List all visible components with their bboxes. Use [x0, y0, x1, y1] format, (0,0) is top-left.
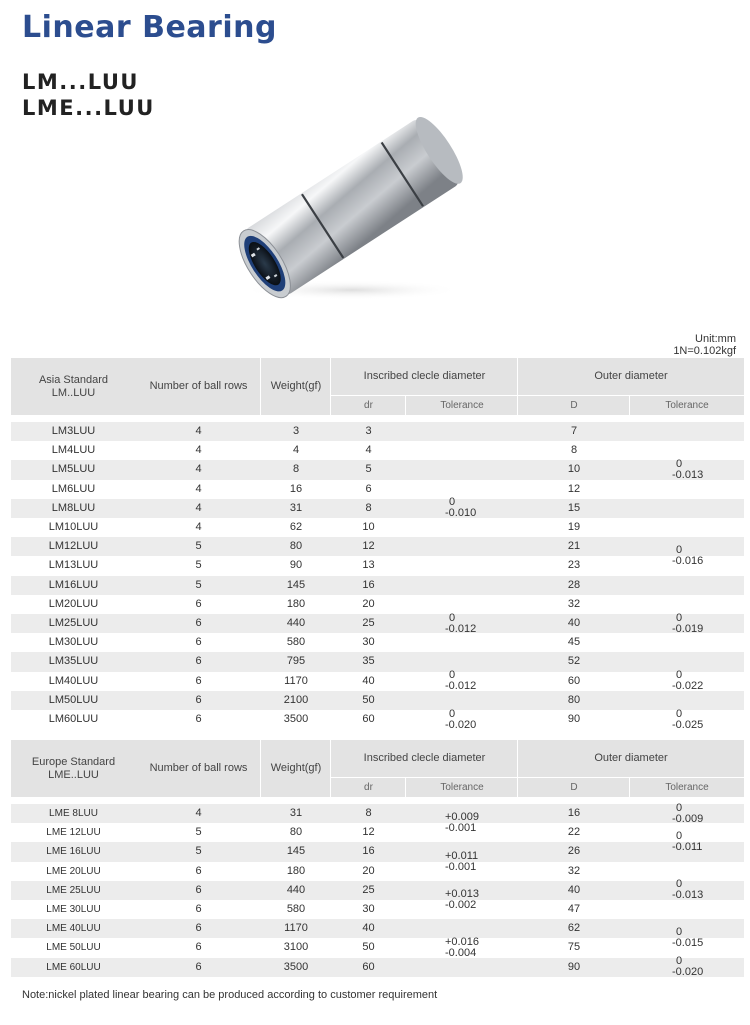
cell-weight: 90 — [289, 559, 303, 572]
D-tolerance-group — [672, 831, 702, 853]
cell-D: 45 — [567, 636, 581, 649]
cell-weight: 580 — [286, 903, 306, 915]
cell-model: LME 20LUU — [46, 865, 101, 877]
dr-tolerance-lower: -0.010 — [445, 507, 477, 520]
asia-table-header — [11, 358, 744, 415]
D-tolerance-upper: 0 — [676, 830, 683, 843]
cell-weight: 62 — [289, 521, 303, 533]
cell-weight: 3500 — [283, 713, 309, 725]
cell-dr: 16 — [362, 578, 375, 591]
cell-model: LM13LUU — [48, 559, 99, 572]
cell-dr: 40 — [362, 922, 375, 935]
cell-model: LM6LUU — [51, 482, 96, 495]
cell-D: 26 — [567, 845, 581, 858]
dr-tolerance-lower: -0.001 — [445, 822, 477, 835]
cell-balls: 6 — [195, 941, 202, 954]
cell-model: LME 16LUU — [46, 846, 101, 858]
europe-ball-rows-header: Number of ball rows — [149, 762, 248, 774]
D-tolerance-group — [672, 709, 703, 731]
cell-balls: 6 — [195, 713, 202, 725]
cell-balls: 5 — [195, 540, 202, 553]
cell-model: LME 50LUU — [46, 942, 101, 954]
cell-model: LM30LUU — [48, 636, 99, 649]
cell-D: 32 — [567, 597, 581, 610]
dr-tolerance-lower: -0.004 — [445, 947, 477, 959]
cell-model: LM40LUU — [48, 674, 99, 687]
cell-D: 7 — [570, 425, 578, 437]
dr-tolerance-upper: +0.011 — [445, 849, 479, 862]
D-tolerance-lower: -0.013 — [672, 889, 704, 902]
cell-D: 40 — [567, 617, 581, 629]
cell-balls: 6 — [195, 922, 202, 935]
europe-standard-header — [11, 740, 136, 797]
cell-D: 28 — [567, 578, 581, 591]
cell-weight: 180 — [286, 864, 306, 877]
D-tolerance-group — [672, 927, 703, 949]
cell-D: 16 — [567, 807, 581, 819]
cell-weight: 795 — [286, 655, 306, 668]
cell-D: 90 — [567, 713, 581, 725]
D-tolerance-group — [672, 879, 703, 901]
cell-dr: 40 — [362, 674, 375, 687]
cell-dr: 13 — [362, 559, 375, 572]
asia-standard-label: Asia Standard — [38, 373, 109, 386]
cell-balls: 4 — [195, 463, 202, 476]
cell-dr: 25 — [362, 883, 375, 896]
D-tolerance-lower: -0.009 — [672, 812, 704, 825]
table-row — [11, 691, 744, 710]
cell-balls: 6 — [195, 693, 202, 706]
cell-D: 52 — [567, 655, 581, 668]
cell-dr: 6 — [365, 482, 372, 495]
cell-model: LME 60LUU — [46, 961, 101, 973]
dr-tolerance-group — [445, 497, 476, 519]
cell-D: 75 — [567, 941, 581, 954]
cell-dr: 8 — [365, 501, 372, 514]
cell-dr: 60 — [362, 713, 375, 725]
table-row — [11, 919, 744, 938]
D-tolerance-group — [672, 545, 703, 567]
D-tolerance-upper: 0 — [676, 926, 683, 939]
asia-ball-rows-header: Number of ball rows — [149, 380, 248, 392]
asia-dr-header: dr — [364, 399, 373, 411]
cell-weight: 80 — [289, 540, 303, 553]
cell-D: 80 — [567, 693, 581, 706]
dr-tolerance-lower: -0.001 — [445, 860, 477, 873]
cell-dr: 30 — [362, 903, 375, 915]
D-tolerance-upper: 0 — [676, 955, 683, 968]
asia-outer-header: Outer diameter — [594, 370, 668, 382]
table-row — [11, 480, 744, 499]
cell-dr: 50 — [362, 941, 375, 954]
cell-weight: 580 — [286, 636, 306, 649]
cell-balls: 6 — [195, 903, 202, 915]
cell-balls: 4 — [195, 482, 202, 495]
cell-dr: 8 — [365, 807, 372, 819]
D-tolerance-upper: 0 — [676, 611, 683, 624]
table-row — [11, 595, 744, 614]
cell-balls: 4 — [195, 521, 202, 533]
table-row — [11, 537, 744, 556]
unit-note — [673, 333, 736, 357]
cell-model: LME 30LUU — [46, 904, 101, 915]
cell-D: 62 — [567, 922, 581, 935]
europe-weight-header: Weight(gf) — [270, 762, 322, 774]
table-row — [11, 556, 744, 575]
table-row — [11, 707, 744, 729]
cell-D: 12 — [567, 482, 581, 495]
cell-model: LME 12LUU — [46, 827, 101, 839]
D-tolerance-lower: -0.015 — [672, 937, 704, 950]
cell-weight: 80 — [289, 826, 303, 839]
table-row — [11, 801, 744, 823]
europe-dr-header: dr — [364, 781, 373, 793]
asia-standard-header — [11, 358, 136, 415]
asia-dr-tolerance-header: Tolerance — [440, 399, 484, 411]
table-row — [11, 441, 744, 460]
cell-D: 60 — [567, 674, 581, 687]
cell-D: 21 — [567, 540, 581, 553]
cell-dr: 5 — [365, 463, 372, 476]
cell-weight: 3 — [292, 425, 300, 437]
table-row — [11, 862, 744, 881]
cell-D: 8 — [570, 444, 578, 457]
cell-balls: 5 — [195, 845, 202, 858]
europe-standard-table — [11, 740, 744, 982]
D-tolerance-upper: 0 — [676, 458, 683, 470]
cell-dr: 3 — [365, 425, 372, 437]
cell-model: LM10LUU — [48, 521, 99, 533]
D-tolerance-lower: -0.016 — [672, 555, 704, 568]
cell-weight: 1170 — [284, 922, 308, 935]
cell-model: LM8LUU — [51, 501, 96, 514]
unit-mm: Unit:mm — [695, 333, 736, 345]
D-tolerance-group — [672, 956, 703, 978]
model-series-lm: LM...LUU — [22, 70, 139, 94]
cell-dr: 35 — [362, 655, 375, 668]
cell-model: LME 40LUU — [46, 923, 101, 935]
cell-weight: 440 — [286, 617, 306, 629]
cell-balls: 6 — [195, 960, 202, 973]
europe-inscribed-header: Inscribed clecle diameter — [363, 752, 486, 764]
cell-weight: 145 — [286, 578, 306, 591]
cell-weight: 2100 — [283, 693, 309, 706]
D-tolerance-upper: 0 — [676, 878, 683, 891]
cell-model: LME 25LUU — [46, 884, 101, 896]
cell-D: 10 — [567, 463, 581, 476]
asia-standard-table — [11, 358, 744, 731]
dr-tolerance-lower: -0.002 — [445, 899, 477, 911]
cell-weight: 1170 — [284, 674, 308, 687]
cell-dr: 12 — [362, 826, 375, 839]
europe-outer-header: Outer diameter — [594, 752, 668, 764]
europe-table-header — [11, 740, 744, 797]
table-row — [11, 576, 744, 595]
asia-D-header: D — [570, 399, 578, 411]
cell-balls: 6 — [195, 597, 202, 610]
dr-tolerance-lower: -0.012 — [445, 680, 477, 693]
cell-dr: 4 — [365, 444, 372, 457]
cell-dr: 12 — [362, 540, 375, 553]
europe-D-header: D — [570, 781, 578, 793]
table-row — [11, 652, 744, 671]
model-series-lme: LME...LUU — [22, 96, 155, 120]
dr-tolerance-upper: +0.013 — [445, 888, 479, 900]
cell-model: LM60LUU — [48, 713, 99, 725]
unit-conversion: 1N=0.102kgf — [673, 345, 736, 357]
dr-tolerance-group — [445, 889, 479, 911]
table-row — [11, 938, 744, 957]
asia-inscribed-header: Inscribed clecle diameter — [363, 370, 486, 382]
cell-weight: 4 — [292, 444, 300, 457]
cell-model: LM5LUU — [51, 463, 96, 476]
dr-tolerance-group — [445, 709, 476, 731]
table-row — [11, 823, 744, 842]
D-tolerance-lower: -0.025 — [672, 718, 704, 731]
D-tolerance-upper: 0 — [676, 544, 683, 557]
D-tolerance-group — [672, 459, 703, 481]
asia-D-tolerance-header: Tolerance — [665, 399, 709, 411]
cell-D: 47 — [567, 903, 581, 915]
cell-D: 15 — [567, 501, 581, 514]
cell-model: LM3LUU — [51, 425, 96, 437]
asia-weight-header: Weight(gf) — [270, 380, 322, 392]
cell-balls: 4 — [195, 425, 202, 437]
cell-D: 23 — [567, 559, 581, 572]
europe-dr-tolerance-header: Tolerance — [440, 781, 484, 793]
cell-balls: 6 — [195, 674, 202, 687]
dr-tolerance-group — [445, 937, 479, 959]
dr-tolerance-lower: -0.012 — [445, 622, 477, 635]
cell-dr: 25 — [362, 617, 375, 629]
cell-dr: 20 — [362, 864, 375, 877]
cell-D: 90 — [567, 960, 581, 973]
table-row — [11, 611, 744, 633]
page-title: Linear Bearing — [22, 10, 277, 45]
cell-dr: 20 — [362, 597, 375, 610]
D-tolerance-lower: -0.011 — [672, 841, 703, 854]
cell-weight: 3100 — [283, 941, 309, 954]
cell-weight: 440 — [286, 883, 306, 896]
cell-weight: 180 — [286, 597, 306, 610]
table-row — [11, 669, 744, 691]
D-tolerance-lower: -0.013 — [672, 469, 704, 481]
asia-standard-code: LM..LUU — [51, 386, 96, 399]
cell-weight: 31 — [289, 807, 303, 819]
cell-model: LM12LUU — [48, 540, 99, 553]
dr-tolerance-lower: -0.020 — [445, 718, 477, 731]
cell-D: 32 — [567, 864, 581, 877]
europe-D-tolerance-header: Tolerance — [665, 781, 709, 793]
cell-balls: 6 — [195, 883, 202, 896]
footnote: Note:nickel plated linear bearing can be produced according to customer requirement — [22, 989, 438, 1001]
D-tolerance-lower: -0.022 — [672, 680, 704, 693]
cell-D: 19 — [567, 521, 581, 533]
cell-balls: 6 — [195, 864, 202, 877]
linear-bearing-image — [222, 112, 474, 302]
table-row — [11, 955, 744, 977]
cell-balls: 6 — [195, 617, 202, 629]
cell-balls: 5 — [195, 559, 202, 572]
cell-balls: 5 — [195, 826, 202, 839]
table-row — [11, 496, 744, 518]
table-row — [11, 460, 744, 479]
europe-standard-code: LME..LUU — [48, 768, 99, 781]
cell-dr: 30 — [362, 636, 375, 649]
cell-balls: 6 — [195, 655, 202, 668]
cell-model: LM16LUU — [48, 578, 99, 591]
dr-tolerance-upper: +0.016 — [445, 936, 479, 948]
cell-model: LM50LUU — [48, 693, 99, 706]
cell-model: LM20LUU — [48, 597, 99, 610]
D-tolerance-lower: -0.020 — [672, 966, 704, 979]
D-tolerance-upper: 0 — [676, 801, 683, 814]
D-tolerance-lower: -0.019 — [672, 622, 704, 635]
table-row — [11, 633, 744, 652]
cell-D: 22 — [567, 826, 581, 839]
dr-tolerance-upper: +0.009 — [445, 811, 479, 824]
cell-model: LM4LUU — [51, 444, 96, 457]
cell-balls: 4 — [195, 501, 202, 514]
table-row — [11, 878, 744, 900]
dr-tolerance-upper: 0 — [449, 496, 456, 509]
cell-weight: 3500 — [283, 960, 309, 973]
table-row — [11, 422, 744, 441]
dr-tolerance-group — [445, 851, 478, 873]
dr-tolerance-group — [445, 613, 476, 635]
dr-tolerance-upper: 0 — [449, 707, 456, 720]
dr-tolerance-upper: 0 — [449, 669, 456, 682]
cell-balls: 4 — [195, 444, 202, 457]
table-row — [11, 900, 744, 919]
cell-balls: 5 — [195, 578, 202, 591]
cell-dr: 16 — [362, 845, 375, 858]
D-tolerance-upper: 0 — [676, 707, 683, 720]
cell-balls: 4 — [195, 807, 202, 819]
table-row — [11, 518, 744, 537]
dr-tolerance-group — [445, 670, 476, 692]
cell-dr: 50 — [362, 693, 375, 706]
cell-model: LM35LUU — [48, 655, 99, 668]
cell-balls: 6 — [195, 636, 202, 649]
table-row — [11, 842, 744, 861]
D-tolerance-upper: 0 — [676, 669, 683, 682]
D-tolerance-group — [672, 670, 703, 692]
cell-weight: 145 — [286, 845, 306, 858]
cell-dr: 60 — [362, 960, 375, 973]
cell-weight: 31 — [289, 501, 303, 514]
D-tolerance-group — [672, 803, 703, 825]
cell-D: 40 — [567, 883, 581, 896]
cell-model: LME 8LUU — [49, 808, 98, 819]
dr-tolerance-upper: 0 — [449, 611, 456, 624]
cell-weight: 8 — [292, 463, 300, 476]
cell-model: LM25LUU — [48, 617, 99, 629]
cell-dr: 10 — [362, 521, 375, 533]
D-tolerance-group — [672, 613, 703, 635]
cell-weight: 16 — [289, 482, 303, 495]
europe-standard-label: Europe Standard — [31, 755, 116, 768]
dr-tolerance-group — [445, 812, 479, 834]
